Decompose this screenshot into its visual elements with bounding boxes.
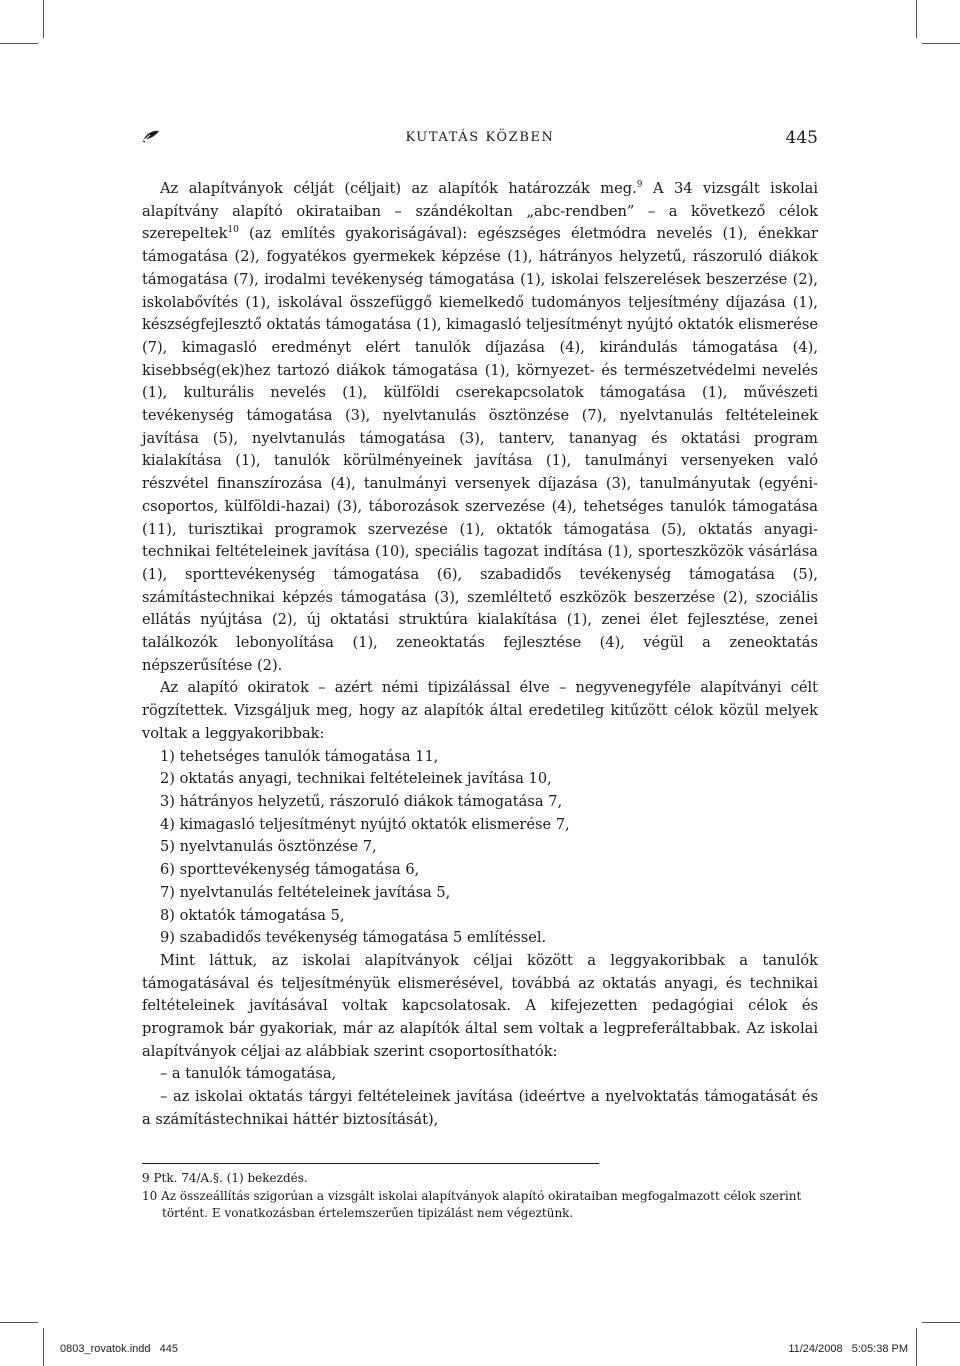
- list-item: 1) tehetséges tanulók támogatása 11,: [160, 747, 439, 765]
- footnotes: [142, 1170, 818, 1223]
- crop-mark: [916, 0, 917, 38]
- footnote: 10 Az összeállítás szigorúan a vizsgált iskolai alapítványok alapító okirataiban megfogalmazott célok szerint történt. E vonatkozásban értelemszerűen tipizálást nem végeztünk.: [142, 1188, 802, 1220]
- list-item: 4) kimagasló teljesítményt nyújtó oktatók elismerése 7,: [160, 815, 570, 833]
- crop-mark: [916, 1328, 917, 1366]
- text-run: A 34 vizsgált iskolai alapítvány alapító okirataiban – szándékoltan „abc-rendben” – a következő célok szerepeltek: [142, 180, 818, 243]
- crop-mark: [922, 1322, 960, 1323]
- crop-mark: [0, 43, 38, 44]
- list-item: 9) szabadidős tevékenység támogatása 5 említéssel.: [160, 929, 547, 947]
- page-number: 445: [785, 128, 818, 148]
- list-item: 3) hátrányos helyzetű, rászoruló diákok támogatása 7,: [160, 792, 563, 810]
- crop-mark: [43, 1328, 44, 1366]
- footnote: 9 Ptk. 74/A.§. (1) bekezdés.: [142, 1171, 308, 1185]
- paragraph: [142, 178, 818, 677]
- crop-mark: [43, 0, 44, 38]
- slug-filename: 0803_rovatok.indd 445: [60, 1343, 179, 1355]
- running-title: KUTATÁS KÖZBEN: [405, 130, 555, 145]
- main-text: [142, 178, 818, 1132]
- crop-mark: [922, 43, 960, 44]
- dash-list-item: – az iskolai oktatás tárgyi feltételeinek javítása (ideértve a nyelvoktatás támogatását és a számítástechnikai háttér biztosítását),: [142, 1088, 818, 1128]
- footnote-rule: [142, 1163, 599, 1164]
- text-run: (az említés gyakoriságával): egészséges életmódra nevelés (1), énekkar támogatása (2), fogyatékos gyermekek képzése (1), hátrányos helyzetű, rászoruló diákok támogatása (7), irodalmi tevékenység támogatása (1), iskolai felszerelések beszerzése (2), iskolabővítés (1), iskolával összefüggő kiemelkedő tudományos teljesítmény díjazása (1), készségfejlesztő oktatás támogatása (1), kimagasló teljesítményt nyújtó oktatók elismerése (7), kimagasló eredményt elért tanulók díjazása (4), kirándulás támogatása (4), kisebbség(ek)hez tartozó diákok támogatása (1), környezet- és természetvédelmi nevelés (1), kulturális nevelés (1), külföldi cserekapcsolatok támogatása (1), művészeti tevékenység támogatása (3), nyelvtanulás ösztönzése (7), nyelvtanulás feltételeinek javítása (5), nyelvtanulás támogatása (3), tanterv, tananyag és oktatási program kialakítása (1), tanulók körülményeinek javítása (1), tanulmányi versenyeken való részvétel finanszírozása (4), tanulmányi versenyek díjazása (3), tanulmányutak (egyéni-csoportos, külföldi-hazai) (3), táborozások szervezése (4), tehetséges tanulók támogatása (11), turisztikai programok szervezése (1), oktatók támogatása (5), oktatás anyagi-technikai feltételeinek javítása (10), speciális tagozat indítása (1), sporteszközök vásárlása (1), sporttevékenység támogatása (6), szabadidős tevékenység támogatása (5), számítástechnikai képzés támogatása (3), szemléltető eszközök beszerzése (2), szociális ellátás nyújtása (2), új oktatási struktúra kialakítása (1), zenei élet fejlesztése, zenei találkozók lebonyolítása (1), zeneoktatás fejlesztése (4), végül a zeneoktatás népszerűsítése (2).: [142, 225, 818, 674]
- footnote-ref: 9: [636, 180, 643, 190]
- footnote-ref: 10: [227, 225, 239, 236]
- paragraph: Az alapító okiratok – azért némi tipizálással élve – negyvenegyféle alapítványi célt rögzítettek. Vizsgáljuk meg, hogy az alapítók által eredetileg kitűzött célok közül melyek voltak a leggyakoribbak:: [142, 679, 818, 742]
- list-item: 7) nyelvtanulás feltételeinek javítása 5,: [160, 883, 451, 901]
- slug-timestamp: 11/24/2008 5:05:38 PM: [788, 1343, 908, 1355]
- running-header: [142, 124, 818, 154]
- list-item: 8) oktatók támogatása 5,: [160, 906, 345, 924]
- dash-list-item: – a tanulók támogatása,: [160, 1065, 337, 1083]
- text-run: Az alapítványok célját (céljait) az alapítók határozzák meg.: [160, 180, 637, 197]
- crop-mark: [0, 1322, 38, 1323]
- paragraph: Mint láttuk, az iskolai alapítványok céljai között a leggyakoribbak a tanulók támogatásával és teljesítményük elismerésével, továbbá az oktatás anyagi, és technikai feltételeinek javításával voltak kapcsolatosak. A kifejezetten pedagógiai célok és programok bár gyakoriak, már az alapítók által sem voltak a legpreferáltabbak. Az iskolai alapítványok céljai az alábbiak szerint csoportosíthatók:: [142, 951, 818, 1060]
- list-item: 6) sporttevékenység támogatása 6,: [160, 861, 420, 879]
- list-item: 2) oktatás anyagi, technikai feltételeinek javítása 10,: [160, 770, 552, 788]
- list-item: 5) nyelvtanulás ösztönzése 7,: [160, 838, 377, 856]
